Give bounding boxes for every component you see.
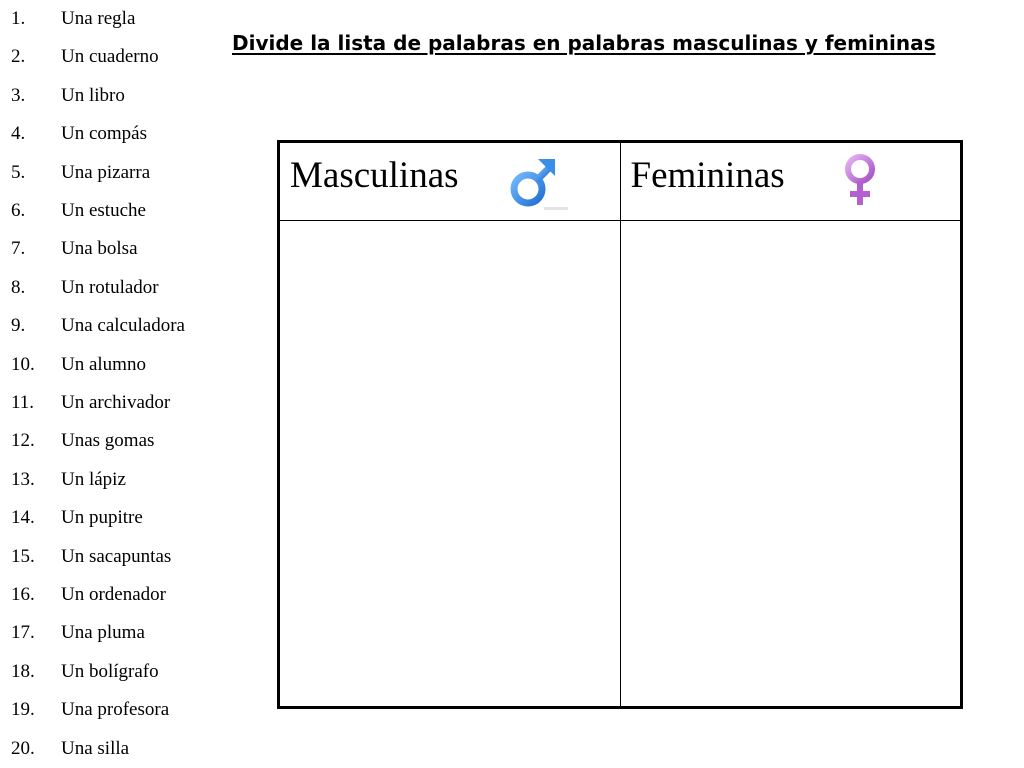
list-item bbox=[0, 45, 230, 69]
list-item bbox=[0, 506, 230, 530]
list-item-number: 13. bbox=[11, 468, 35, 490]
list-item-number: 15. bbox=[11, 545, 35, 567]
answer-row bbox=[279, 221, 962, 708]
list-item-word: Un archivador bbox=[61, 392, 171, 413]
list-item-number: 11. bbox=[11, 392, 35, 413]
list-item bbox=[0, 429, 230, 453]
list-item-number: 14. bbox=[11, 507, 35, 529]
masculine-column-label: Masculinas bbox=[290, 155, 459, 196]
list-item-word: Una regla bbox=[61, 8, 136, 29]
list-item-word: Un bolígrafo bbox=[61, 660, 159, 682]
list-item bbox=[0, 353, 230, 377]
list-item bbox=[0, 314, 230, 338]
list-item bbox=[0, 122, 230, 146]
list-item bbox=[0, 199, 230, 223]
list-item-number: 16. bbox=[11, 584, 35, 605]
list-item bbox=[0, 583, 230, 607]
list-item-number: 20. bbox=[11, 737, 35, 759]
list-item bbox=[0, 468, 230, 492]
list-item-word: Un estuche bbox=[61, 200, 146, 221]
list-item-number: 12. bbox=[11, 430, 35, 452]
list-item-number: 7. bbox=[11, 238, 26, 260]
list-item-word: Una calculadora bbox=[61, 315, 185, 337]
list-item bbox=[0, 698, 230, 722]
list-item-number: 5. bbox=[11, 161, 26, 183]
list-item bbox=[0, 737, 230, 761]
masculine-answer-cell[interactable] bbox=[279, 221, 621, 708]
list-item-word: Una bolsa bbox=[61, 238, 138, 260]
feminine-column-header bbox=[620, 142, 962, 221]
list-item-word: Un sacapuntas bbox=[61, 545, 172, 567]
list-item-word: Un pupitre bbox=[61, 507, 143, 529]
list-item-word: Un cuaderno bbox=[61, 46, 159, 68]
feminine-column-label: Femininas bbox=[630, 155, 785, 196]
list-item-number: 1. bbox=[11, 8, 26, 29]
list-item-number: 3. bbox=[11, 84, 26, 106]
list-item-number: 17. bbox=[11, 622, 35, 644]
list-item-word: Un compás bbox=[61, 123, 148, 145]
sorting-table bbox=[277, 140, 963, 709]
list-item-number: 19. bbox=[11, 699, 35, 721]
instructions-heading: Divide la lista de palabras en palabras masculinas y femininas bbox=[232, 31, 936, 55]
list-item-number: 18. bbox=[11, 660, 35, 682]
list-item-number: 9. bbox=[11, 315, 26, 337]
list-item-word: Una profesora bbox=[61, 699, 170, 721]
list-item-word: Una silla bbox=[61, 737, 130, 759]
list-item bbox=[0, 237, 230, 261]
list-item-word: Un alumno bbox=[61, 353, 146, 375]
list-item-word: Un ordenador bbox=[61, 584, 166, 605]
list-item-word: Un rotulador bbox=[61, 276, 159, 298]
list-item-word: Una pluma bbox=[61, 622, 145, 644]
list-item-number: 2. bbox=[11, 46, 26, 68]
list-item bbox=[0, 545, 230, 569]
list-item-number: 10. bbox=[11, 353, 35, 375]
list-item bbox=[0, 391, 230, 415]
list-item bbox=[0, 161, 230, 185]
list-item-number: 8. bbox=[11, 276, 26, 298]
list-item-number: 4. bbox=[11, 123, 26, 145]
table-header-row bbox=[279, 142, 962, 221]
list-item bbox=[0, 276, 230, 300]
female-symbol-icon bbox=[835, 149, 885, 213]
list-item-word: Unas gomas bbox=[61, 430, 155, 452]
list-item bbox=[0, 621, 230, 645]
male-symbol-icon bbox=[508, 155, 572, 211]
list-item bbox=[0, 660, 230, 684]
masculine-column-header bbox=[279, 142, 621, 221]
list-item-number: 6. bbox=[11, 200, 26, 221]
list-item bbox=[0, 7, 230, 31]
list-item-word: Un libro bbox=[61, 84, 125, 106]
list-item bbox=[0, 84, 230, 108]
list-item-word: Una pizarra bbox=[61, 161, 151, 183]
feminine-answer-cell[interactable] bbox=[620, 221, 962, 708]
list-item-word: Un lápiz bbox=[61, 468, 126, 490]
